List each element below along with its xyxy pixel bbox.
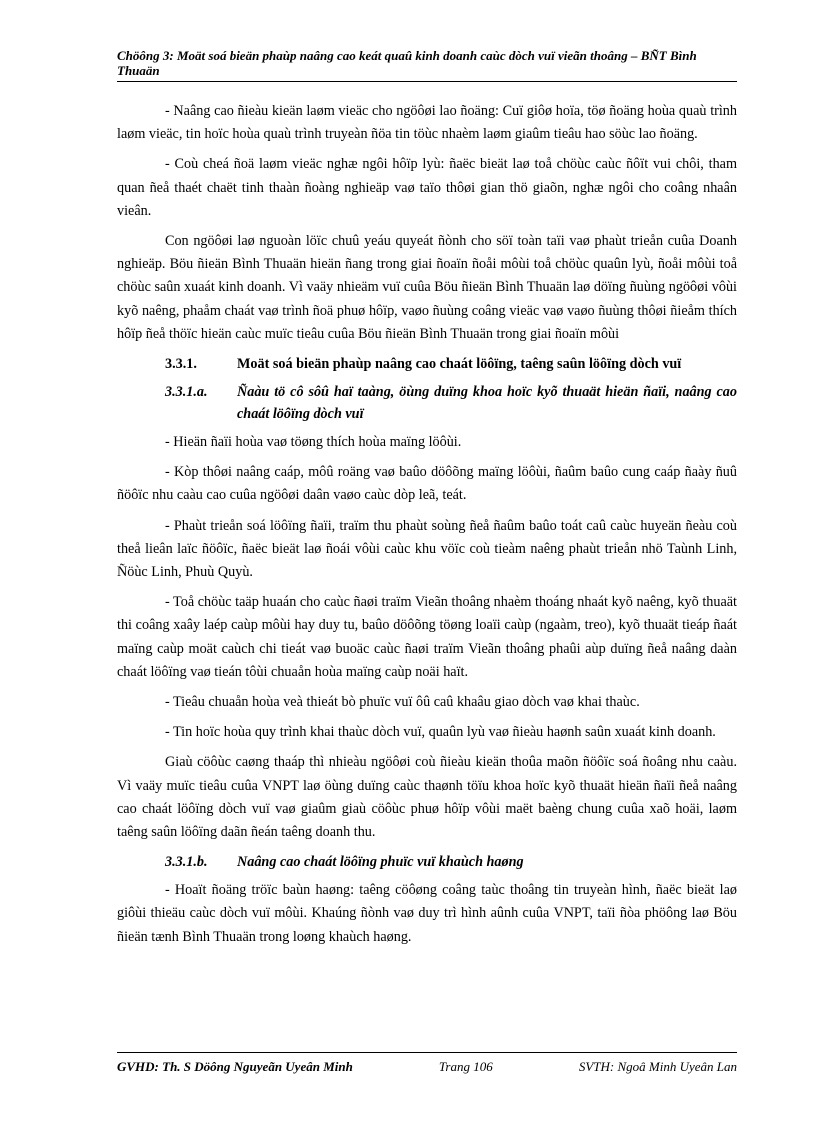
paragraph: - Tieâu chuaån hoùa veà thieát bò phuïc vuï ôû caû khaâu giao dòch vaø khai thaùc. <box>165 694 640 711</box>
section-title: Ñaàu tö cô sôû haï taàng, öùng duïng khoa hoïc kyõ thuaät hieän ñaïi, naâng cao chaát löôïng dòch vuï <box>237 384 737 423</box>
section-heading-3-3-1 <box>117 353 737 375</box>
paragraph: Giaù cöôùc caøng thaáp thì nhieàu ngöôøi coù ñieàu kieän thoûa maõn ñöôïc soá ñoâng nhu caàu. Vì vaäy muïc tieâu cuûa VNPT laø öùng duïng caùc thaønh töïu khoa hoïc kyõ thuaät hieän ñaïi ñeå naâng cao chaát löôïng dòch vuï vaø giaûm giaù cöôùc phuø hôïp vôùi maët baèng chung cuûa xaõ hoäi, laøm taêng saûn löôïng daãn ñeán taêng doanh thu. <box>117 754 737 841</box>
section-number: 3.3.1. <box>165 356 197 373</box>
section-heading-3-3-1-b <box>117 851 737 873</box>
running-footer <box>117 1052 737 1075</box>
section-title: Naâng cao chaát löôïng phuïc vuï khaùch haøng <box>237 854 524 871</box>
footer-advisor: GVHD: Th. S Döông Nguyeãn Uyeân Minh <box>117 1059 353 1074</box>
section-heading-3-3-1-a <box>117 381 737 425</box>
paragraph: - Hieän ñaïi hoùa vaø töøng thích hoùa maïng löôùi. <box>165 434 462 451</box>
paragraph: - Phaùt trieån soá löôïng ñaïi, traïm thu phaùt soùng ñeå ñaûm baûo toát caû caùc huyeän ñeàu coù theå lieân laïc ñöôïc, ñaëc bieät laø ñoái vôùi caùc khu vöïc coù tieàm naêng phaùt trieån nhö Taùnh Linh, Ñöùc Linh, Phuù Quyù. <box>117 517 737 581</box>
paragraph: - Toå chöùc taäp huaán cho caùc ñaøi traïm Vieãn thoâng nhaèm thoáng nhaát kyõ naêng, kyõ thuaät thi coâng xaây laép caùp môùi hay duy tu, baûo döôõng töøng loaïi caùp (ngaàm, treo), kyõ thuaät tieáp ñaát maïng caùp moät caùch chi tieát vaø buoäc caùc ñaøi traïm Vieãn thoâng phaûi aùp duïng ñeå naâng daàn chaát löôïng vaø tieán tôùi chuaån hoùa maïng caùp noäi haït. <box>117 594 737 680</box>
section-number: 3.3.1.b. <box>165 854 208 871</box>
paragraph: - Hoaït ñoäng tröïc baùn haøng: taêng cöôøng coâng taùc thoâng tin truyeàn hình, ñaëc bieät laø giôùi thieäu caùc dòch vuï môùi. Khaúng ñònh vaø duy trì hình aûnh cuûa VNPT, taïi ñòa phöông laø Böu ñieän tænh Bình Thuaän trong loøng khaùch haøng. <box>117 882 737 945</box>
header-title: Chöông 3: Moät soá bieän phaùp naâng cao keát quaû kinh doanh caùc dòch vuï vieãn thoâng – BÑT Bình Thuaän <box>117 48 697 78</box>
paragraph: Con ngöôøi laø nguoàn löïc chuû yeáu quyeát ñònh cho söï toàn taïi vaø phaùt trieån cuûa Doanh nghieäp. Böu ñieän Bình Thuaän hieän ñang trong giai ñoaïn ñoåi môùi toå chöùc quaûn lyù, ñoåi môùi toå chöùc saûn xuaát kinh doanh. Vì vaäy nhieäm vuï cuûa Böu ñieän Bình Thuaän laø döïng ñuùng ngöôøi vôùi kyõ naêng, phaåm chaát vaø trình ñoä phuø hôïp, vaøo ñuùng coâng vieäc vaø vaøo ñuùng thôøi ñieåm thích hôïp ñeå thöïc hieän caùc muïc tieâu cuûa Böu ñieän Bình Thuaän trong giai ñoaïn môùi <box>117 233 737 342</box>
section-title: Moät soá bieän phaùp naâng cao chaát löôïng, taêng saûn löôïng dòch vuï <box>237 356 682 373</box>
paragraph: - Kòp thôøi naâng caáp, môû roäng vaø baûo döôõng maïng löôùi, ñaûm baûo cung caáp ñaày ñuû ñöôïc nhu caàu cao cuûa ngöôøi daân vaøo caùc dòp leã, teát. <box>117 464 737 504</box>
paragraph: - Coù cheá ñoä laøm vieäc nghæ ngôi hôïp lyù: ñaëc bieät laø toå chöùc caùc ñôït vui chôi, tham quan ñeå thaét chaët tinh thaàn ñoàng nghieäp vaø taïo thôøi gian thö giaõn, nghæ ngôi cho coâng nhaân vieân. <box>117 156 737 219</box>
section-number: 3.3.1.a. <box>165 384 208 401</box>
footer-student: SVTH: Ngoâ Minh Uyeân Lan <box>578 1059 737 1074</box>
paragraph: - Tin hoïc hoùa quy trình khai thaùc dòch vuï, quaûn lyù vaø ñieàu haønh saûn xuaát kinh doanh. <box>165 724 716 741</box>
running-header <box>117 48 737 82</box>
paragraph: - Naâng cao ñieàu kieän laøm vieäc cho ngöôøi lao ñoäng: Cuï giôø hoïa, töø ñoäng hoùa quaù trình laøm vieäc, tin hoïc hoùa quaù trình truyeàn ñöa tin töùc nhaèm laøm giaûm tieâu hao söùc lao ñoäng. <box>117 103 737 143</box>
page-body <box>117 100 737 956</box>
page-number: Trang 106 <box>438 1059 493 1074</box>
